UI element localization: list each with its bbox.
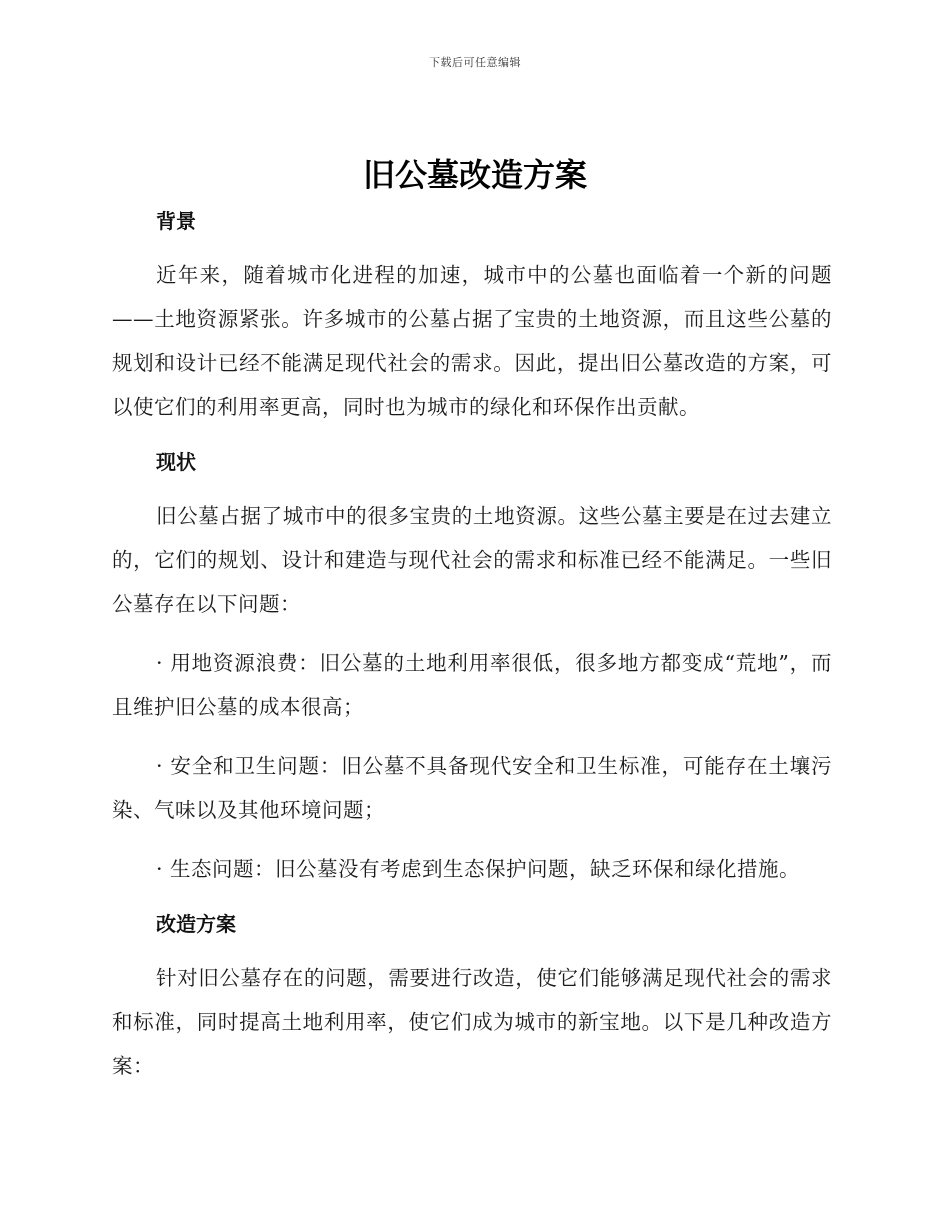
section-heading-background: 背景 xyxy=(156,209,196,233)
bullet-item-land-waste: · 用地资源浪费：旧公墓的土地利用率很低，很多地方都变成“荒地”，而且维护旧公墓的成本很高； xyxy=(112,651,832,719)
bullet-item-ecology: · 生态问题：旧公墓没有考虑到生态保护问题，缺乏环保和绿化措施。 xyxy=(156,857,801,881)
document-body xyxy=(112,203,832,1088)
paragraph-plan: 针对旧公墓存在的问题，需要进行改造，使它们能够满足现代社会的需求和标准，同时提高土地利用率，使它们成为城市的新宝地。以下是几种改造方案： xyxy=(112,966,832,1078)
bullet-item-safety-hygiene: · 安全和卫生问题：旧公墓不具备现代安全和卫生标准，可能存在土壤污染、气味以及其他环境问题； xyxy=(112,754,832,822)
section-heading-plan: 改造方案 xyxy=(156,912,236,936)
document-title: 旧公墓改造方案 xyxy=(362,156,587,194)
paragraph-status: 旧公墓占据了城市中的很多宝贵的土地资源。这些公墓主要是在过去建立的，它们的规划、设计和建造与现代社会的需求和标准已经不能满足。一些旧公墓存在以下问题： xyxy=(112,504,832,616)
header-note: 下载后可任意编辑 xyxy=(429,56,521,69)
section-heading-status: 现状 xyxy=(156,450,196,474)
paragraph-background: 近年来，随着城市化进程的加速，城市中的公墓也面临着一个新的问题——土地资源紧张。许多城市的公墓占据了宝贵的土地资源，而且这些公墓的规划和设计已经不能满足现代社会的需求。因此，提出旧公墓改造的方案，可以使它们的利用率更高，同时也为城市的绿化和环保作出贡献。 xyxy=(112,263,832,419)
